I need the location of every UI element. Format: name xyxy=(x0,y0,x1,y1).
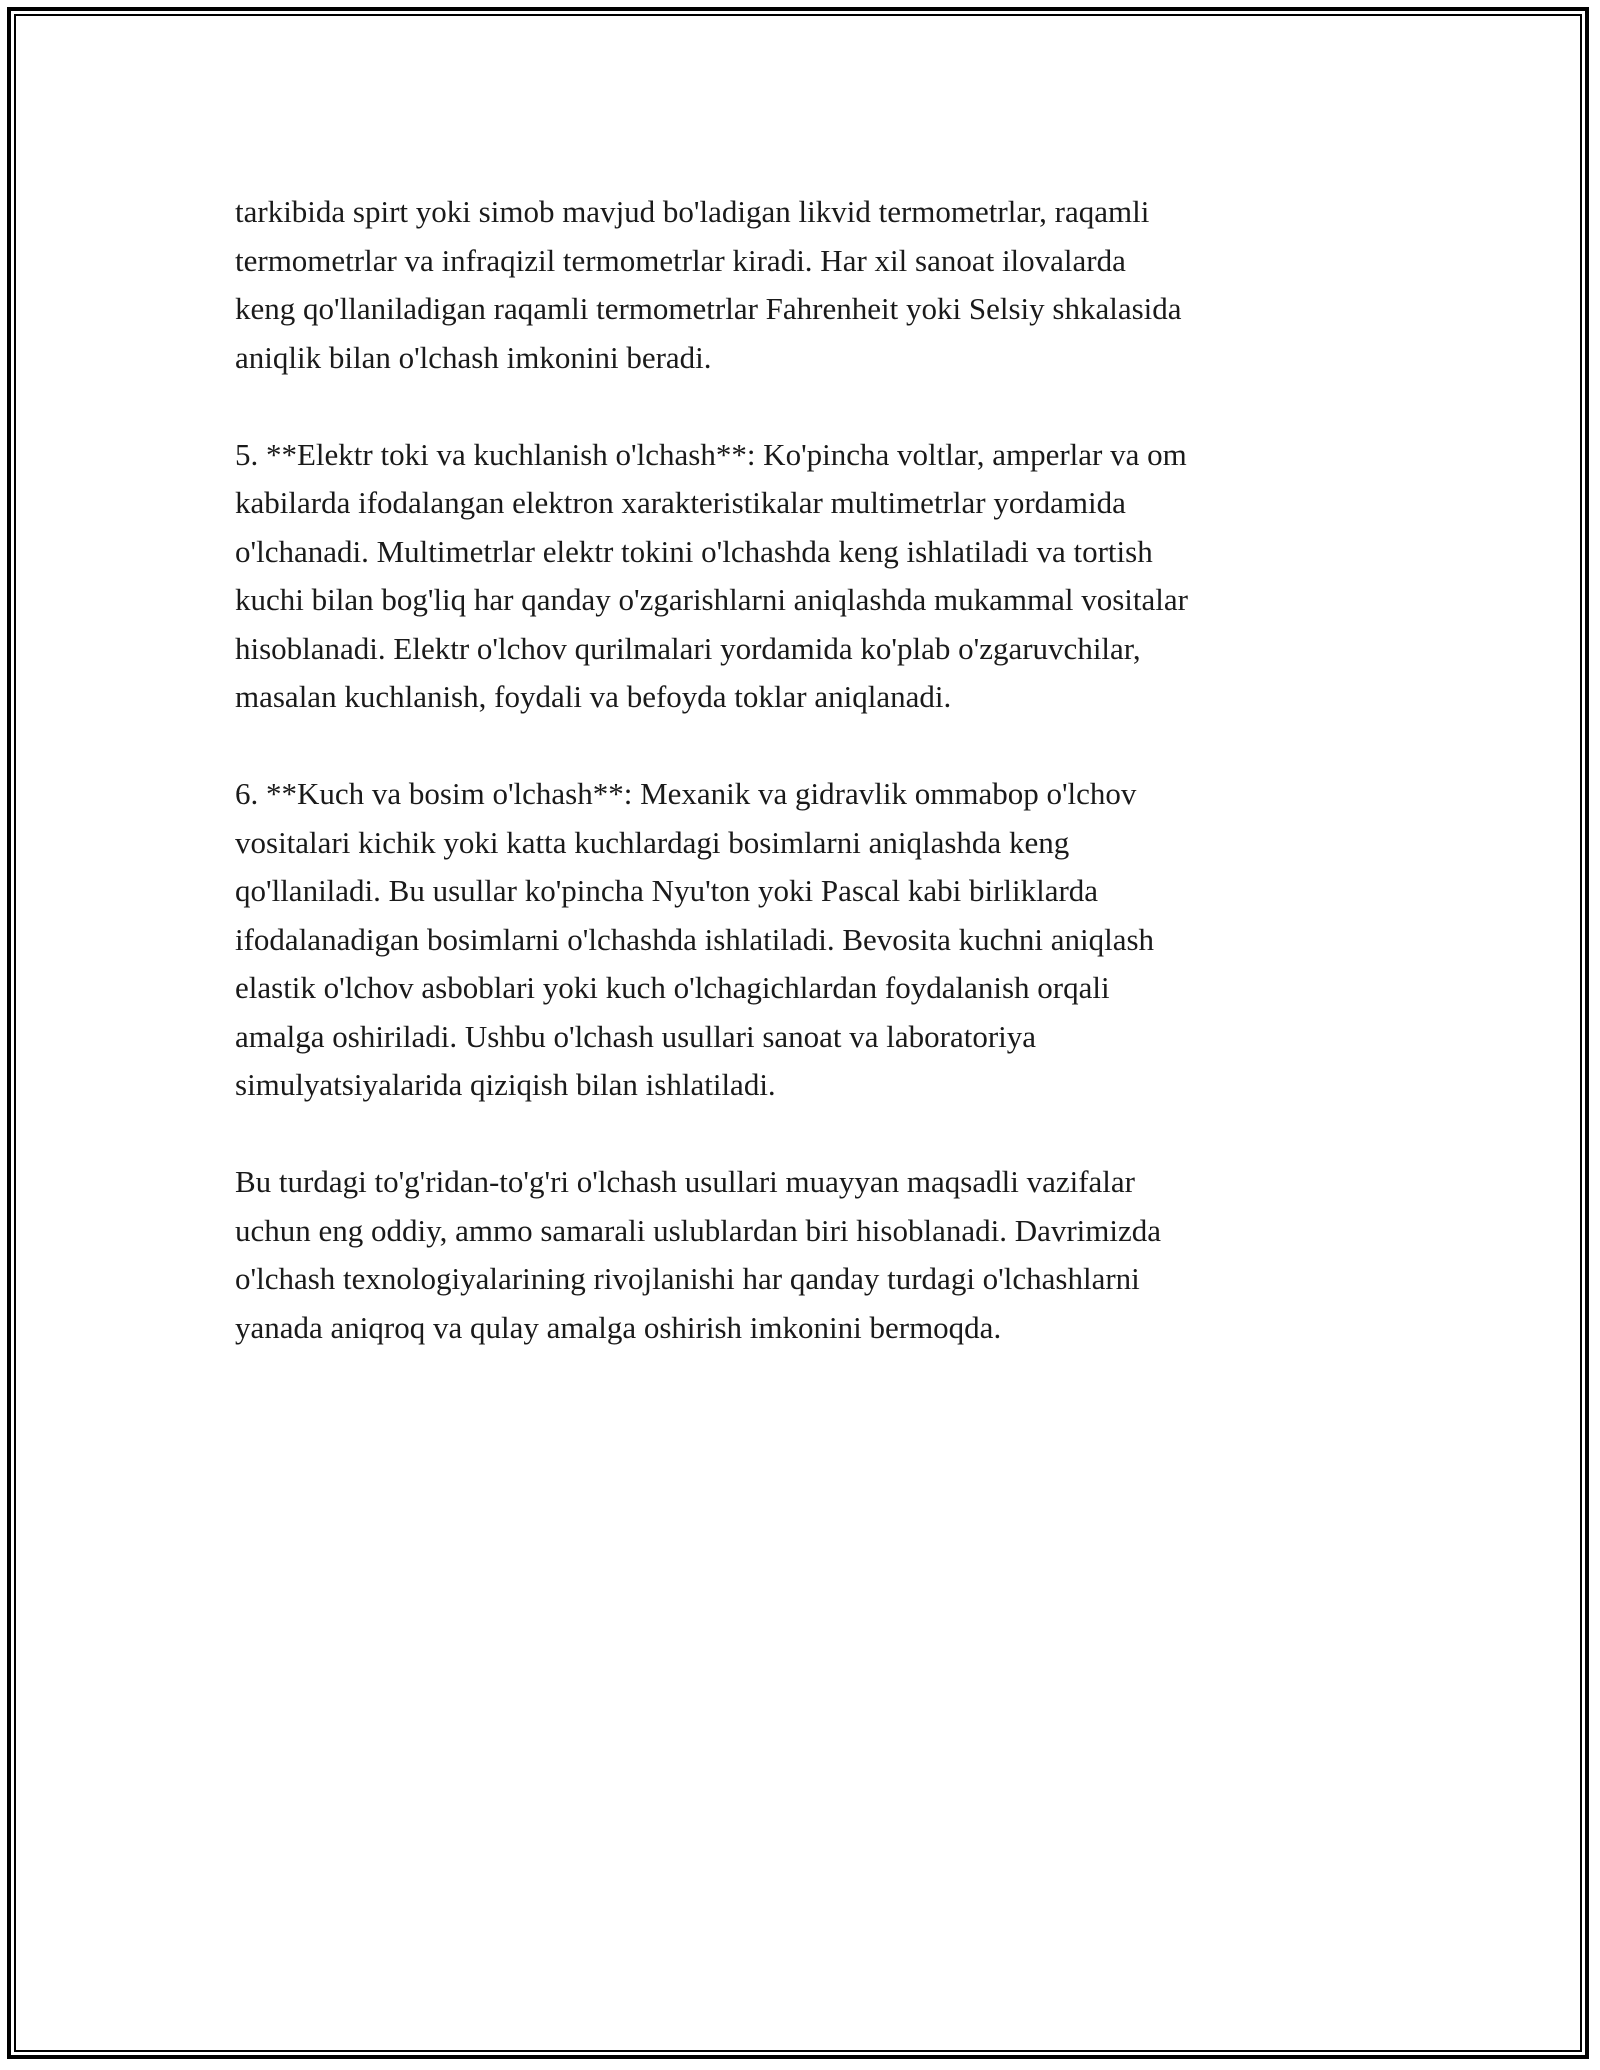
text-line: yanada aniqroq va qulay amalga oshirish imkonini bermoqda. xyxy=(235,1309,1002,1345)
paragraph-thermometers xyxy=(235,188,1410,382)
text-line: tarkibida spirt yoki simob mavjud bo'ladigan likvid termometrlar, raqamli xyxy=(235,194,1150,229)
text-line: simulyatsiyalarida qiziqish bilan ishlatiladi. xyxy=(235,1067,776,1102)
paragraph-force-pressure xyxy=(235,770,1410,1110)
text-line: amalga oshiriladi. Ushbu o'lchash usullari sanoat va laboratoriya xyxy=(235,1018,1037,1054)
paragraph-electric-measurement xyxy=(235,431,1410,722)
text-line: kabilarda ifodalangan elektron xarakteristikalar multimetrlar yordamida xyxy=(235,485,1126,520)
text-line: kuchi bilan bog'liq har qanday o'zgarishlarni aniqlashda mukammal vositalar xyxy=(235,582,1188,617)
text-line: termometrlar va infraqizil termometrlar kiradi. Har xil sanoat ilovalarda xyxy=(235,242,1126,278)
text-line: elastik o'lchov asboblari yoki kuch o'lchagichlardan foydalanish orqali xyxy=(235,970,1110,1005)
text-line: keng qo'llaniladigan raqamli termometrlar Fahrenheit yoki Selsiy shkalasida xyxy=(235,291,1182,326)
paragraph-conclusion xyxy=(235,1158,1410,1352)
text-line: Bu turdagi to'g'ridan-to'g'ri o'lchash usullari muayyan maqsadli vazifalar xyxy=(235,1164,1135,1199)
text-line: masalan kuchlanish, foydali va befoyda toklar aniqlanadi. xyxy=(235,679,952,714)
text-line: 6. **Kuch va bosim o'lchash**: Mexanik va gidravlik ommabop o'lchov xyxy=(235,776,1137,811)
text-line: o'lchanadi. Multimetrlar elektr tokini o'lchashda keng ishlatiladi va tortish xyxy=(235,533,1153,569)
text-line: aniqlik bilan o'lchash imkonini beradi. xyxy=(235,339,712,375)
document-body xyxy=(235,188,1410,1401)
text-line: o'lchash texnologiyalarining rivojlanishi har qanday turdagi o'lchashlarni xyxy=(235,1261,1140,1296)
text-line: uchun eng oddiy, ammo samarali uslublardan biri hisoblanadi. Davrimizda xyxy=(235,1212,1162,1248)
text-line: hisoblanadi. Elektr o'lchov qurilmalari yordamida ko'plab o'zgaruvchilar, xyxy=(235,630,1141,666)
text-line: vositalari kichik yoki katta kuchlardagi bosimlarni aniqlashda keng xyxy=(235,824,1070,860)
text-line: ifodalanadigan bosimlarni o'lchashda ishlatiladi. Bevosita kuchni aniqlash xyxy=(235,921,1155,957)
text-line: qo'llaniladi. Bu usullar ko'pincha Nyu'ton yoki Pascal kabi birliklarda xyxy=(235,873,1099,908)
text-line: 5. **Elektr toki va kuchlanish o'lchash**: Ko'pincha voltlar, amperlar va om xyxy=(235,436,1187,472)
